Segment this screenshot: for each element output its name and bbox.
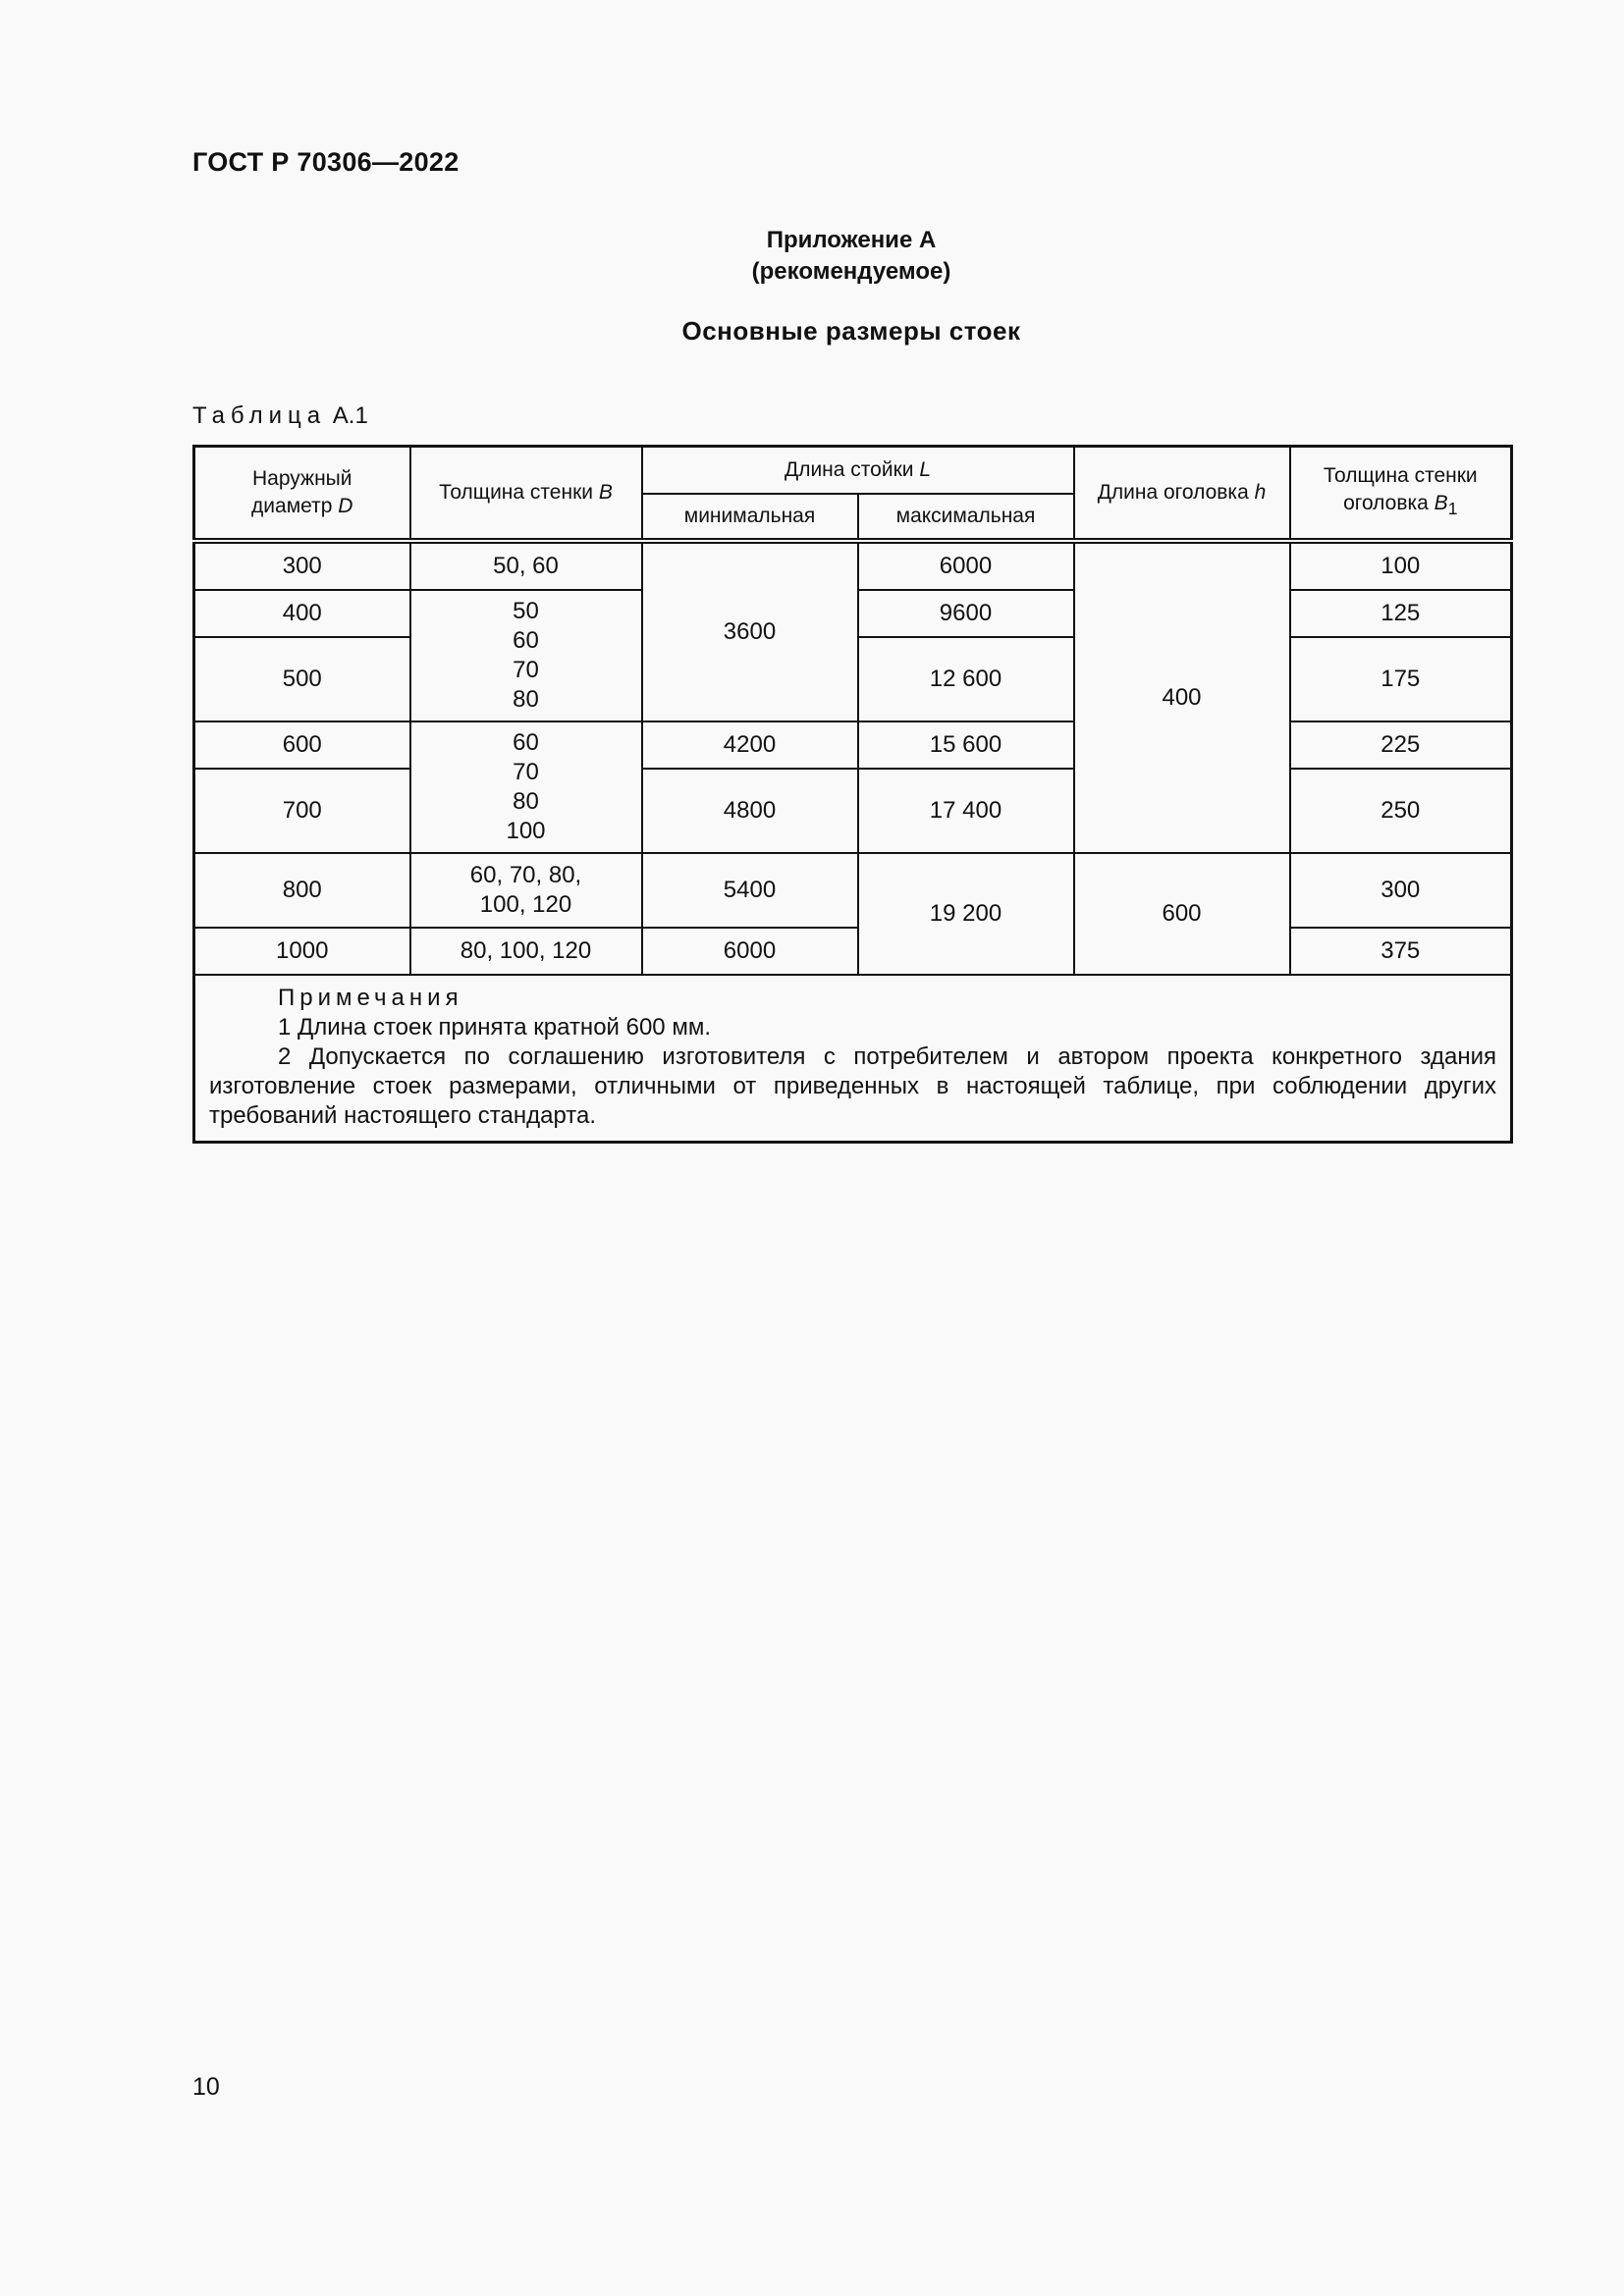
wall-thickness-value: 50 bbox=[513, 598, 539, 624]
table-row bbox=[194, 928, 1512, 975]
header-head-wall-line2: оголовка bbox=[1343, 492, 1429, 515]
cell-head-length-merged: 400 bbox=[1074, 541, 1290, 853]
cell-length-max-merged: 19 200 bbox=[858, 853, 1074, 975]
cell-head-wall: 175 bbox=[1290, 637, 1512, 721]
header-head-wall-subscript: 1 bbox=[1447, 499, 1458, 519]
cell-length-max: 12 600 bbox=[858, 637, 1074, 721]
cell-length-min: 5400 bbox=[642, 853, 858, 928]
header-length bbox=[642, 447, 1074, 495]
wall-thickness-value: 100 bbox=[506, 818, 546, 844]
header-length-label: Длина стойки bbox=[784, 458, 914, 481]
header-wall-thickness-label: Толщина стенки bbox=[439, 481, 593, 504]
cell-length-max: 6000 bbox=[858, 541, 1074, 590]
wall-thickness-line: 100, 120 bbox=[479, 891, 572, 918]
header-head-wall-thickness bbox=[1290, 447, 1512, 542]
page-number: 10 bbox=[192, 2073, 220, 2101]
cell-head-wall: 300 bbox=[1290, 853, 1512, 928]
cell-diameter: 600 bbox=[194, 721, 410, 769]
note-2: 2 Допускается по соглашению изготовителя с потребителем и автором проекта конкретного здания изготовление стоек размерами, отличными от приведенных в настоящей таблице, при соблюдении других требований настоящего стандарта. bbox=[209, 1043, 1496, 1129]
wall-thickness-value: 70 bbox=[513, 759, 539, 785]
cell-wall-thickness-merged bbox=[410, 590, 642, 721]
cell-diameter: 1000 bbox=[194, 928, 410, 975]
header-head-length bbox=[1074, 447, 1290, 542]
cell-head-wall: 250 bbox=[1290, 769, 1512, 853]
header-head-wall-line1: Толщина стенки bbox=[1323, 464, 1478, 488]
cell-length-min: 4200 bbox=[642, 721, 858, 769]
appendix-title: Приложение А bbox=[766, 227, 937, 253]
cell-length-max: 15 600 bbox=[858, 721, 1074, 769]
header-wall-thickness-symbol: B bbox=[598, 481, 613, 504]
cell-diameter: 700 bbox=[194, 769, 410, 853]
table-caption-word: Таблица bbox=[192, 402, 327, 429]
appendix-subtitle: (рекомендуемое) bbox=[751, 258, 951, 285]
header-head-wall-symbol: B bbox=[1434, 492, 1448, 515]
header-length-min: минимальная bbox=[642, 494, 858, 541]
dimensions-table bbox=[192, 445, 1513, 1144]
header-outer-diameter bbox=[194, 447, 410, 542]
dimensions-table-wrapper bbox=[192, 445, 1510, 1144]
cell-length-max: 9600 bbox=[858, 590, 1074, 637]
cell-head-length-merged: 600 bbox=[1074, 853, 1290, 975]
cell-head-wall: 375 bbox=[1290, 928, 1512, 975]
header-head-length-label: Длина оголовка bbox=[1097, 481, 1249, 504]
cell-wall-thickness: 50, 60 bbox=[410, 541, 642, 590]
note-1: 1 Длина стоек принята кратной 600 мм. bbox=[278, 1014, 711, 1041]
wall-thickness-value: 80 bbox=[513, 686, 539, 713]
wall-thickness-value: 70 bbox=[513, 657, 539, 683]
wall-thickness-value: 60 bbox=[513, 627, 539, 654]
wall-thickness-line: 60, 70, 80, bbox=[469, 862, 582, 888]
wall-thickness-value: 80 bbox=[513, 788, 539, 815]
document-code: ГОСТ Р 70306—2022 bbox=[192, 147, 460, 177]
table-row bbox=[194, 721, 1512, 769]
cell-head-wall: 100 bbox=[1290, 541, 1512, 590]
header-length-symbol: L bbox=[919, 458, 932, 481]
cell-diameter: 400 bbox=[194, 590, 410, 637]
table-row bbox=[194, 541, 1512, 590]
cell-diameter: 800 bbox=[194, 853, 410, 928]
header-head-length-symbol: h bbox=[1254, 481, 1267, 504]
cell-length-min: 6000 bbox=[642, 928, 858, 975]
cell-wall-thickness-merged bbox=[410, 721, 642, 853]
cell-length-min-merged: 3600 bbox=[642, 541, 858, 721]
table-row bbox=[194, 769, 1512, 853]
wall-thickness-value: 60 bbox=[513, 729, 539, 756]
cell-diameter: 300 bbox=[194, 541, 410, 590]
appendix-heading bbox=[192, 225, 1510, 288]
cell-head-wall: 125 bbox=[1290, 590, 1512, 637]
notes-row bbox=[194, 975, 1512, 1143]
cell-wall-thickness bbox=[410, 853, 642, 928]
header-outer-diameter-line1: Наружный bbox=[252, 467, 352, 490]
section-title: Основные размеры стоек bbox=[681, 316, 1021, 346]
cell-diameter: 500 bbox=[194, 637, 410, 721]
header-outer-diameter-symbol: D bbox=[338, 495, 353, 517]
cell-length-min: 4800 bbox=[642, 769, 858, 853]
cell-head-wall: 225 bbox=[1290, 721, 1512, 769]
notes-cell bbox=[194, 975, 1512, 1143]
table-caption-number: А.1 bbox=[332, 402, 368, 429]
notes-title: Примечания bbox=[278, 985, 463, 1011]
cell-length-max: 17 400 bbox=[858, 769, 1074, 853]
table-row bbox=[194, 853, 1512, 928]
cell-wall-thickness: 80, 100, 120 bbox=[410, 928, 642, 975]
header-wall-thickness bbox=[410, 447, 642, 542]
table-caption bbox=[192, 402, 368, 430]
header-length-max: максимальная bbox=[858, 494, 1074, 541]
header-outer-diameter-line2: диаметр bbox=[251, 495, 333, 517]
